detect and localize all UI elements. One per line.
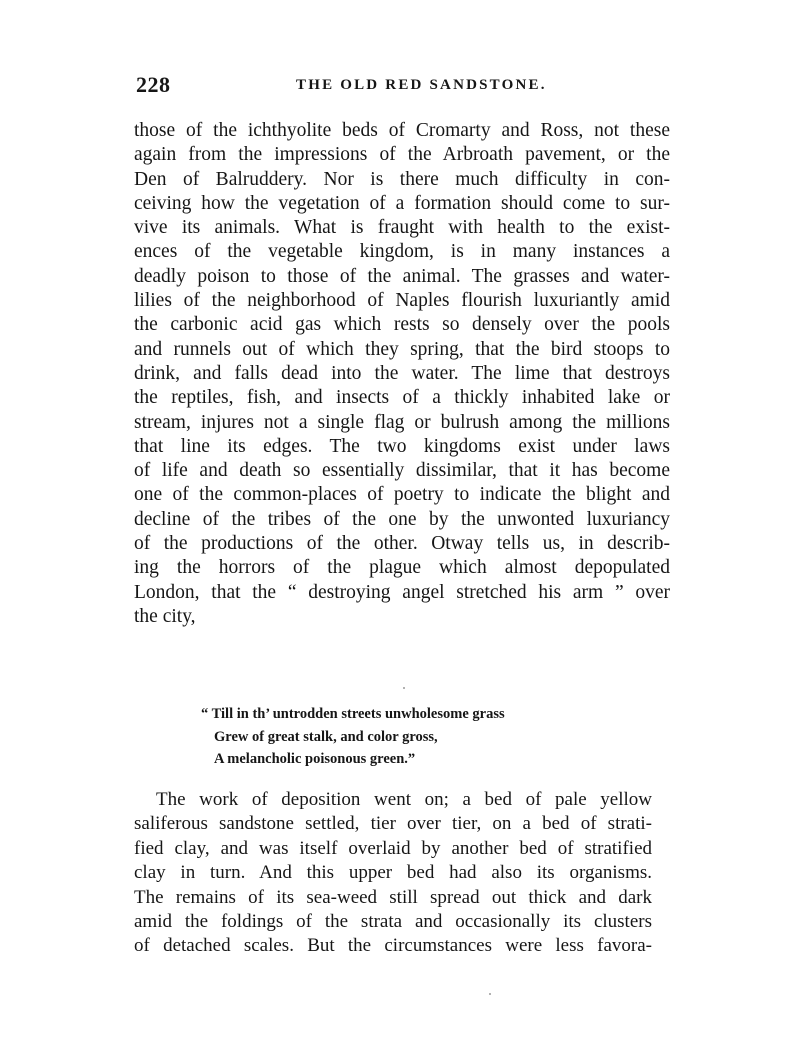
text-line: saliferous sandstone settled, tier over tier, on a bed of strati-: [134, 813, 652, 835]
page-number: 228: [136, 72, 171, 97]
text-line: of the productions of the other. Otway tells us, in describ-: [134, 533, 670, 555]
text-line: the carbonic acid gas which rests so densely over the pools: [134, 314, 670, 336]
text-line: of life and death so essentially dissimilar, that it has become: [134, 460, 670, 482]
text-line: ceiving how the vegetation of a formation should come to sur-: [134, 192, 670, 214]
text-line: the city,: [134, 605, 196, 627]
paper-speck: [489, 993, 491, 995]
verse-line: Grew of great stalk, and color gross,: [214, 728, 438, 745]
text-line: The work of deposition went on; a bed of pale yellow: [156, 789, 652, 810]
text-line: stream, injures not a single flag or bulrush among the millions: [134, 411, 670, 433]
text-line: decline of the tribes of the one by the unwonted luxuriancy: [134, 508, 670, 530]
text-line: London, that the “ destroying angel stretched his arm ” over: [134, 581, 670, 603]
text-line: deadly poison to those of the animal. The grasses and water-: [134, 265, 670, 287]
page-header: [136, 72, 671, 108]
text-line: The remains of its sea-weed still spread out thick and dark: [134, 886, 652, 908]
paragraph-1: [134, 119, 670, 629]
text-line: those of the ichthyolite beds of Cromarty and Ross, not these: [134, 120, 670, 141]
text-line: that line its edges. The two kingdoms exist under laws: [134, 435, 670, 457]
running-title: THE OLD RED SANDSTONE.: [296, 77, 547, 93]
text-line: drink, and falls dead into the water. The lime that destroys: [134, 362, 670, 384]
text-line: again from the impressions of the Arbroath pavement, or the: [134, 144, 670, 166]
text-line: one of the common-places of poetry to indicate the blight and: [134, 484, 670, 506]
text-line: ences of the vegetable kingdom, is in many instances a: [134, 241, 670, 263]
text-line: fied clay, and was itself overlaid by another bed of stratified: [134, 837, 652, 859]
paragraph-2: [134, 788, 652, 959]
text-line: vive its animals. What is fraught with health to the exist-: [134, 217, 670, 239]
text-line: and runnels out of which they spring, that the bird stoops to: [134, 338, 670, 360]
verse-line: A melancholic poisonous green.”: [214, 751, 416, 767]
verse-line: “ Till in th’ untrodden streets unwholesome grass: [201, 706, 505, 722]
text-line: lilies of the neighborhood of Naples flourish luxuriantly amid: [134, 290, 670, 312]
text-line: of detached scales. But the circumstances were less favora-: [134, 935, 652, 957]
text-line: the reptiles, fish, and insects of a thickly inhabited lake or: [134, 387, 670, 409]
paper-speck: [403, 687, 405, 689]
text-line: ing the horrors of the plague which almost depopulated: [134, 557, 670, 579]
verse-quotation: [201, 703, 581, 771]
text-line: clay in turn. And this upper bed had also its organisms.: [134, 862, 652, 884]
text-line: Den of Balruddery. Nor is there much difficulty in con-: [134, 168, 670, 190]
text-line: amid the foldings of the strata and occasionally its clusters: [134, 910, 652, 932]
